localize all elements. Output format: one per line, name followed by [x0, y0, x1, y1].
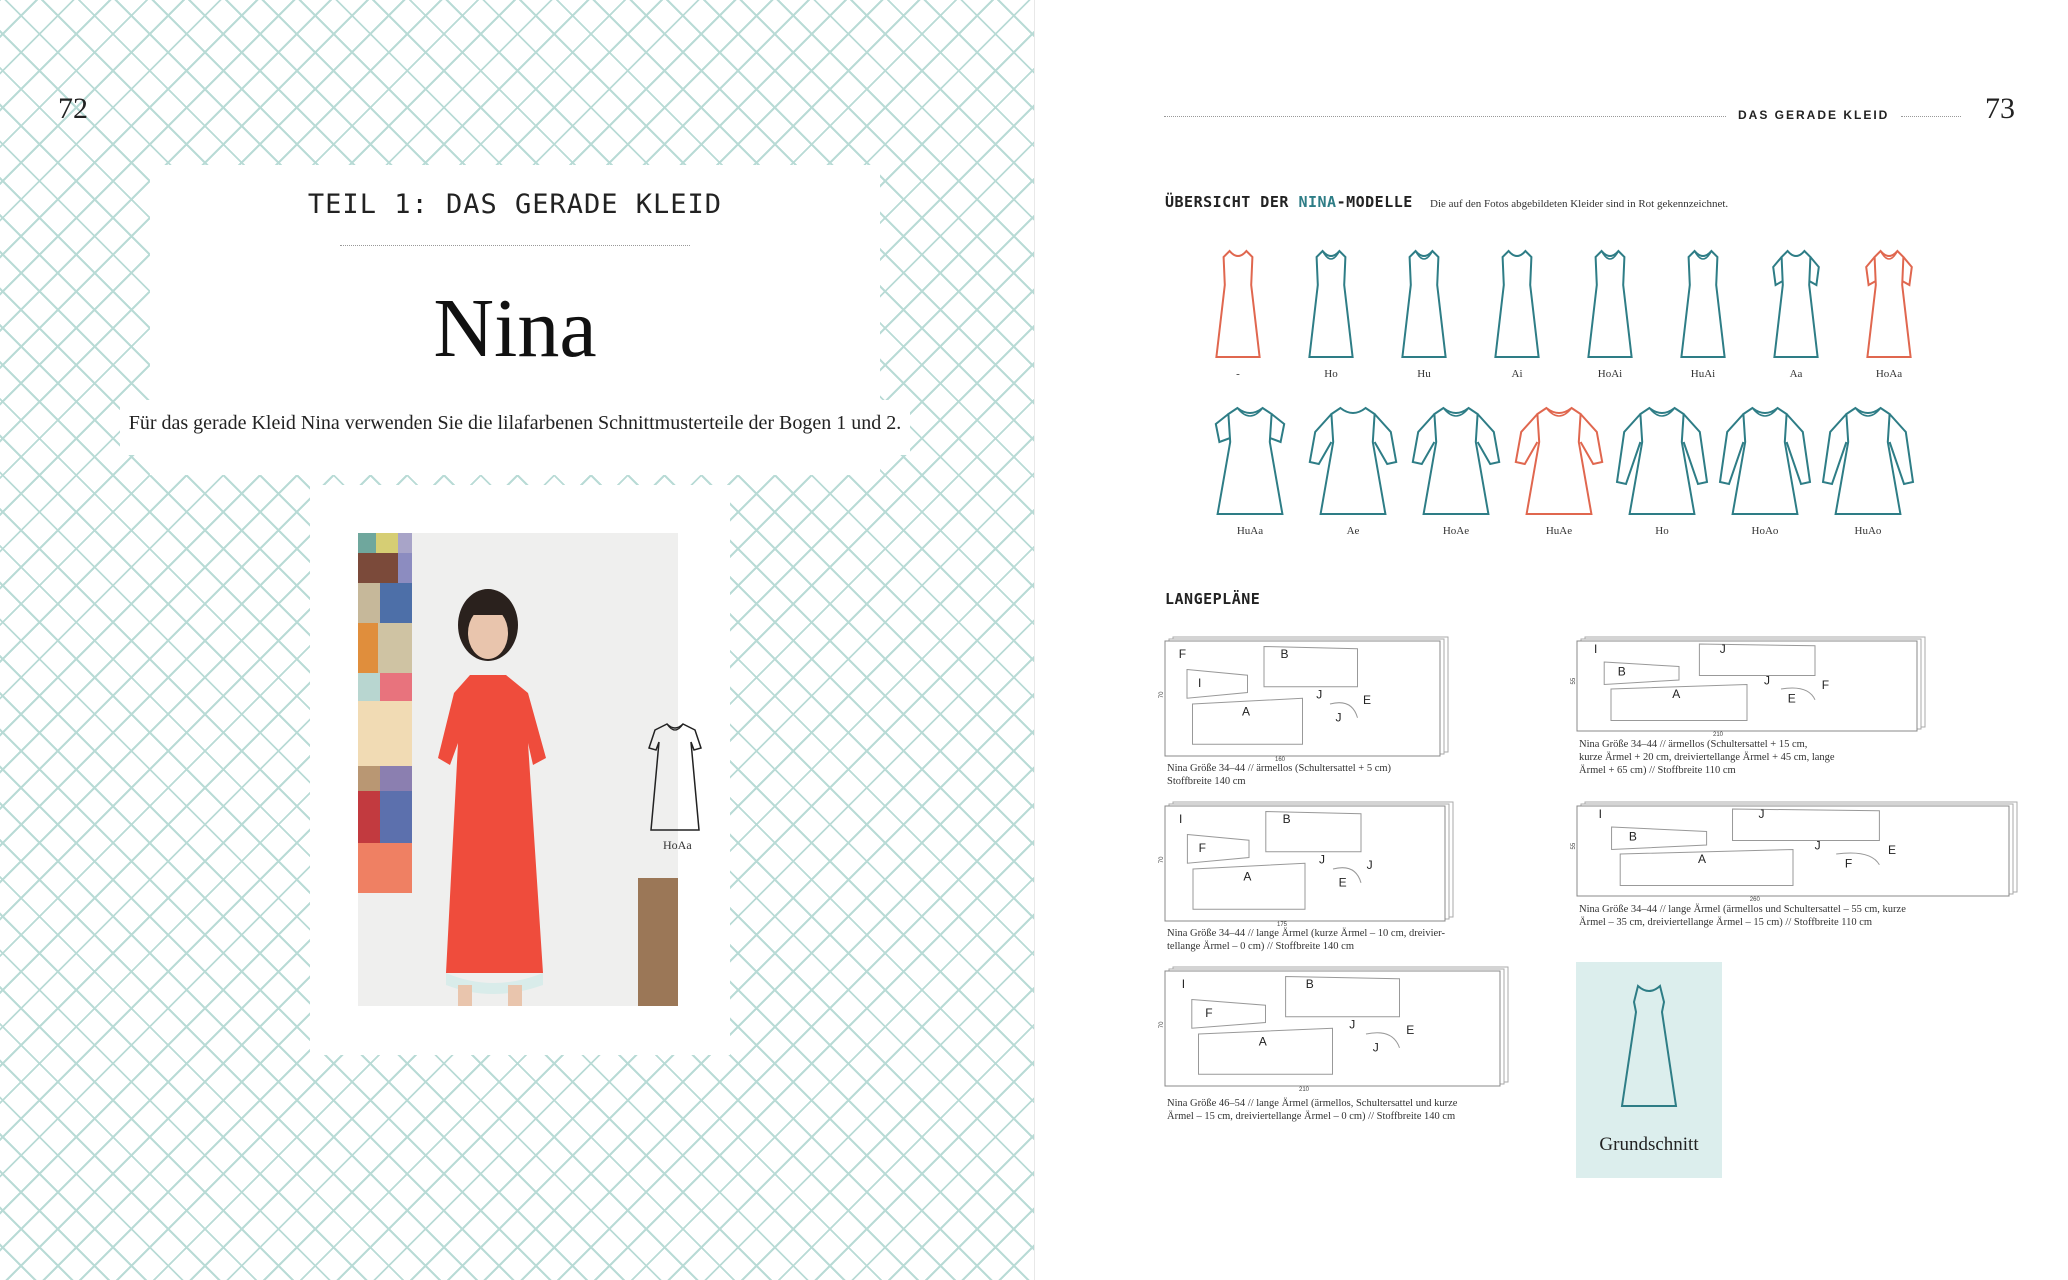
pattern-piece-label: I: [1598, 807, 1602, 821]
pattern-piece-label: E: [1787, 691, 1796, 706]
pattern-piece-label: J: [1764, 673, 1770, 688]
model-item: [1308, 402, 1398, 537]
plan-width-label: 260: [1749, 897, 1760, 903]
pattern-piece-label: J: [1366, 858, 1373, 872]
model-item: [1617, 402, 1707, 537]
model-item: [1394, 245, 1454, 380]
pattern-piece-label: F: [1205, 1005, 1213, 1020]
pattern-piece-label: F: [1198, 840, 1206, 855]
model-label: HuAe: [1545, 525, 1573, 537]
model-item: [1859, 245, 1919, 380]
overview-heading: [1165, 193, 1413, 211]
caption-line: Stoffbreite 140 cm: [1167, 776, 1246, 787]
dress-sketch-icon: [1308, 402, 1398, 522]
model-label: Ai: [1511, 368, 1523, 380]
dress-sketch-icon: [1673, 245, 1733, 365]
model-item: [1720, 402, 1810, 537]
kicker-divider: [340, 245, 690, 246]
pattern-piece-label: F: [1821, 678, 1830, 692]
dress-sketch-icon: [1859, 245, 1919, 365]
dress-sketch-icon: [1720, 402, 1810, 522]
overview-heading-name: NINA: [1298, 193, 1337, 211]
pattern-piece-label: J: [1372, 1040, 1379, 1055]
layout-plan-caption: [1579, 738, 1835, 777]
dress-sketch-icon: [1580, 245, 1640, 365]
dress-sketch-icon: [1487, 245, 1547, 365]
page-number-right: 73: [1985, 92, 2015, 125]
pattern-piece-label: A: [1672, 687, 1681, 701]
model-label: Ho: [1655, 525, 1669, 537]
section-kicker: TEIL 1: DAS GERADE KLEID: [307, 189, 723, 220]
pattern-piece-label: B: [1628, 829, 1637, 844]
layout-diagram: [1159, 635, 1452, 763]
caption-line: Nina Größe 34–44 // ärmellos (Schultersattel + 15 cm,: [1579, 739, 1808, 750]
pattern-piece-label: J: [1758, 807, 1765, 821]
model-item: [1580, 245, 1640, 380]
base-pattern-label: Grundschnitt: [1599, 1134, 1699, 1155]
pattern-piece-label: I: [1179, 812, 1183, 826]
model-item: [1208, 245, 1268, 380]
page-number-left: 72: [58, 92, 88, 125]
base-pattern-box: [1576, 962, 1722, 1178]
caption-line: tellange Ärmel – 0 cm) // Stoffbreite 140 cm: [1167, 941, 1355, 952]
model-label: Aa: [1789, 368, 1803, 380]
dress-sketch-icon: [1766, 245, 1826, 365]
pattern-piece-label: J: [1319, 852, 1325, 867]
overview-heading-prefix: ÜBERSICHT DER: [1165, 193, 1299, 211]
pattern-piece-label: A: [1242, 704, 1251, 719]
layout-plan: [1571, 800, 2021, 907]
dress-sketch-icon: [1301, 245, 1361, 365]
dress-sketch-icon: [1514, 402, 1604, 522]
base-dress-icon: [1616, 982, 1682, 1112]
model-label: Ho: [1324, 368, 1338, 380]
layout-plan-caption: [1579, 903, 1906, 929]
pattern-piece-label: B: [1617, 664, 1626, 679]
plan-height-label: 55: [1571, 677, 1577, 685]
model-item: [1514, 402, 1604, 537]
caption-line: kurze Ärmel + 20 cm, dreiviertellange Ärmel + 45 cm, lange: [1579, 752, 1835, 763]
dress-sketch-icon: [1617, 402, 1707, 522]
photo-model-label: HoAa: [663, 838, 692, 852]
model-item: [1823, 402, 1913, 537]
model-label: -: [1236, 368, 1240, 380]
plan-width-label: 160: [1275, 757, 1286, 763]
pattern-piece-label: B: [1305, 977, 1314, 991]
intro-block: [120, 400, 910, 455]
layout-plan-caption: [1167, 762, 1391, 788]
pattern-piece-label: E: [1888, 843, 1897, 857]
pattern-piece-label: J: [1719, 642, 1726, 656]
model-label: HuAi: [1690, 368, 1716, 380]
model-label: HoAo: [1751, 525, 1779, 537]
layout-diagram: [1571, 800, 2021, 903]
intro-text: Für das gerade Kleid Nina verwenden Sie die lilafarbenen Schnittmusterteile der Bogen 1 und 2.: [128, 412, 902, 434]
plan-width-label: 175: [1277, 922, 1288, 928]
plan-height-label: 70: [1159, 691, 1165, 699]
caption-line: Nina Größe 46–54 // lange Ärmel (ärmellos, Schultersattel und kurze: [1167, 1098, 1458, 1109]
overview-note: Die auf den Fotos abgebildeten Kleider sind in Rot gekennzeichnet.: [1430, 198, 1729, 210]
layout-plan-caption: [1167, 1097, 1457, 1123]
plan-height-label: 70: [1159, 856, 1165, 864]
header-rule-left: [1164, 116, 1726, 117]
dress-sketch-icon: [1208, 245, 1268, 365]
pattern-piece-label: I: [1198, 675, 1202, 690]
layout-diagram: [1571, 635, 1929, 738]
pattern-piece-label: J: [1335, 710, 1342, 725]
layout-plan: [1159, 800, 1457, 932]
pattern-piece-label: A: [1243, 869, 1252, 884]
dress-sketch-icon: [1394, 245, 1454, 365]
model-label: Hu: [1417, 368, 1431, 380]
overview-heading-suffix: -MODELLE: [1336, 193, 1413, 211]
layout-plan: [1159, 635, 1452, 767]
pattern-piece-label: E: [1338, 875, 1347, 890]
caption-line: Nina Größe 34–44 // lange Ärmel (kurze Ärmel – 10 cm, dreivier-: [1167, 928, 1445, 939]
model-label: HoAi: [1597, 368, 1623, 380]
model-item: [1411, 402, 1501, 537]
pattern-piece-label: I: [1594, 642, 1598, 656]
pattern-piece-label: B: [1282, 812, 1291, 826]
pattern-piece-label: J: [1349, 1017, 1356, 1032]
layout-diagram: [1159, 965, 1512, 1093]
plan-height-label: 70: [1159, 1021, 1165, 1029]
layout-plans-heading: LANGEPLÄNE: [1165, 590, 1261, 608]
pattern-piece-label: J: [1814, 838, 1821, 853]
model-item: [1673, 245, 1733, 380]
page-title: Nina: [433, 282, 597, 375]
hoaa-sketch-icon: [645, 720, 705, 840]
caption-line: Nina Größe 34–44 // ärmellos (Schultersattel + 5 cm): [1167, 763, 1392, 774]
pattern-piece-label: E: [1363, 693, 1372, 707]
caption-line: Ärmel – 35 cm, dreiviertellange Ärmel – 15 cm) // Stoffbreite 110 cm: [1579, 917, 1873, 928]
layout-plan: [1571, 635, 1929, 742]
pattern-piece-label: F: [1844, 856, 1853, 871]
layout-plan: [1159, 965, 1512, 1097]
plan-height-label: 55: [1571, 842, 1577, 850]
pattern-piece-label: F: [1178, 647, 1187, 661]
pattern-piece-label: B: [1280, 647, 1289, 661]
pattern-piece-label: A: [1258, 1034, 1267, 1049]
layout-diagram: [1159, 800, 1457, 928]
pattern-piece-label: I: [1181, 977, 1186, 991]
model-item: [1301, 245, 1361, 380]
pattern-piece-label: E: [1406, 1023, 1415, 1037]
model-item: [1487, 245, 1547, 380]
layout-plan-caption: [1167, 927, 1445, 953]
plan-width-label: 210: [1713, 732, 1724, 738]
dress-sketch-icon: [1205, 402, 1295, 522]
photo-figure: [358, 533, 678, 1006]
dress-sketch-icon: [1823, 402, 1913, 522]
model-label: HoAe: [1442, 525, 1470, 537]
model-label: HoAa: [1875, 368, 1903, 380]
header-rule-right: [1901, 116, 1961, 117]
photo: [358, 533, 678, 1006]
caption-line: Ärmel – 15 cm, dreiviertellange Ärmel – 0 cm) // Stoffbreite 140 cm: [1167, 1111, 1456, 1122]
model-label: HuAa: [1236, 525, 1264, 537]
dress-sketch-icon: [1411, 402, 1501, 522]
pattern-piece-label: A: [1697, 852, 1706, 866]
pattern-piece-label: J: [1316, 687, 1323, 702]
caption-line: Ärmel + 65 cm) // Stoffbreite 110 cm: [1579, 765, 1736, 776]
model-label: HuAo: [1854, 525, 1882, 537]
running-header: DAS GERADE KLEID: [1738, 108, 1890, 122]
caption-line: Nina Größe 34–44 // lange Ärmel (ärmellos und Schultersattel – 55 cm, kurze: [1579, 904, 1906, 915]
model-label: Ae: [1346, 525, 1360, 537]
plan-width-label: 210: [1299, 1087, 1310, 1093]
model-item: [1766, 245, 1826, 380]
model-item: [1205, 402, 1295, 537]
